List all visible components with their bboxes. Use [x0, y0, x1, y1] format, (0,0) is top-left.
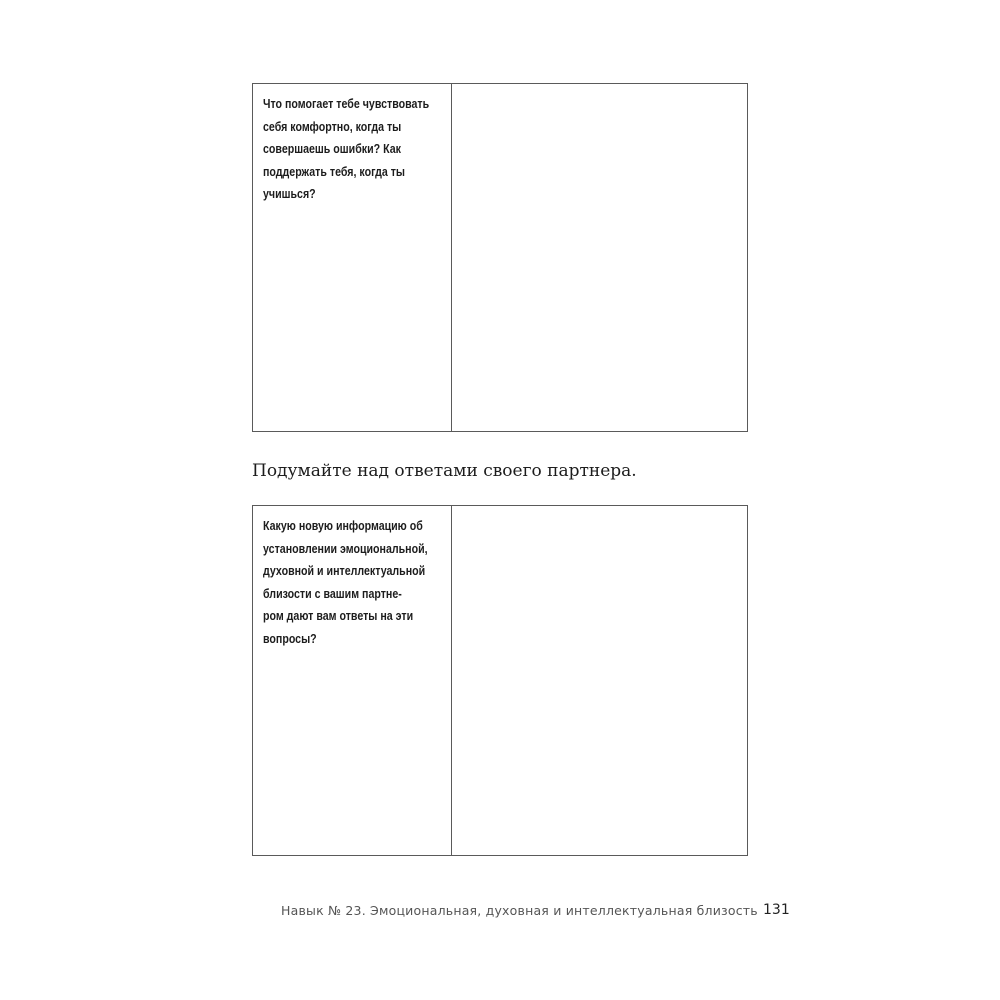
- question-line: поддержать тебя, когда ты: [263, 163, 406, 179]
- question-line: Что помогает тебе чувствовать: [263, 96, 430, 111]
- question-line: себя комфортно, когда ты: [263, 118, 402, 134]
- question-line: ром дают вам ответы на эти: [263, 608, 414, 623]
- worksheet-table-comfort: [252, 83, 748, 432]
- question-line: духовной и интеллектуальной: [263, 563, 426, 578]
- answer-cell[interactable]: [452, 506, 747, 855]
- worksheet-table-partner-answers: [252, 505, 748, 856]
- answer-cell[interactable]: [452, 84, 747, 431]
- question-line: вопросы?: [263, 630, 317, 646]
- question-line: установлении эмоциональной,: [263, 540, 428, 556]
- question-line: Какую новую информацию об: [263, 518, 423, 533]
- question-line: совершаешь ошибки? Как: [263, 141, 401, 156]
- question-line: учишься?: [263, 186, 316, 201]
- question-line: близости с вашим партне-: [263, 585, 402, 601]
- running-footer-title: Навык № 23. Эмоциональная, духовная и интеллектуальная близость: [281, 903, 758, 918]
- page-number: 131: [763, 902, 790, 918]
- question-cell: [253, 506, 452, 855]
- question-cell: [253, 84, 452, 431]
- instruction-text: Подумайте над ответами своего партнера.: [252, 461, 637, 481]
